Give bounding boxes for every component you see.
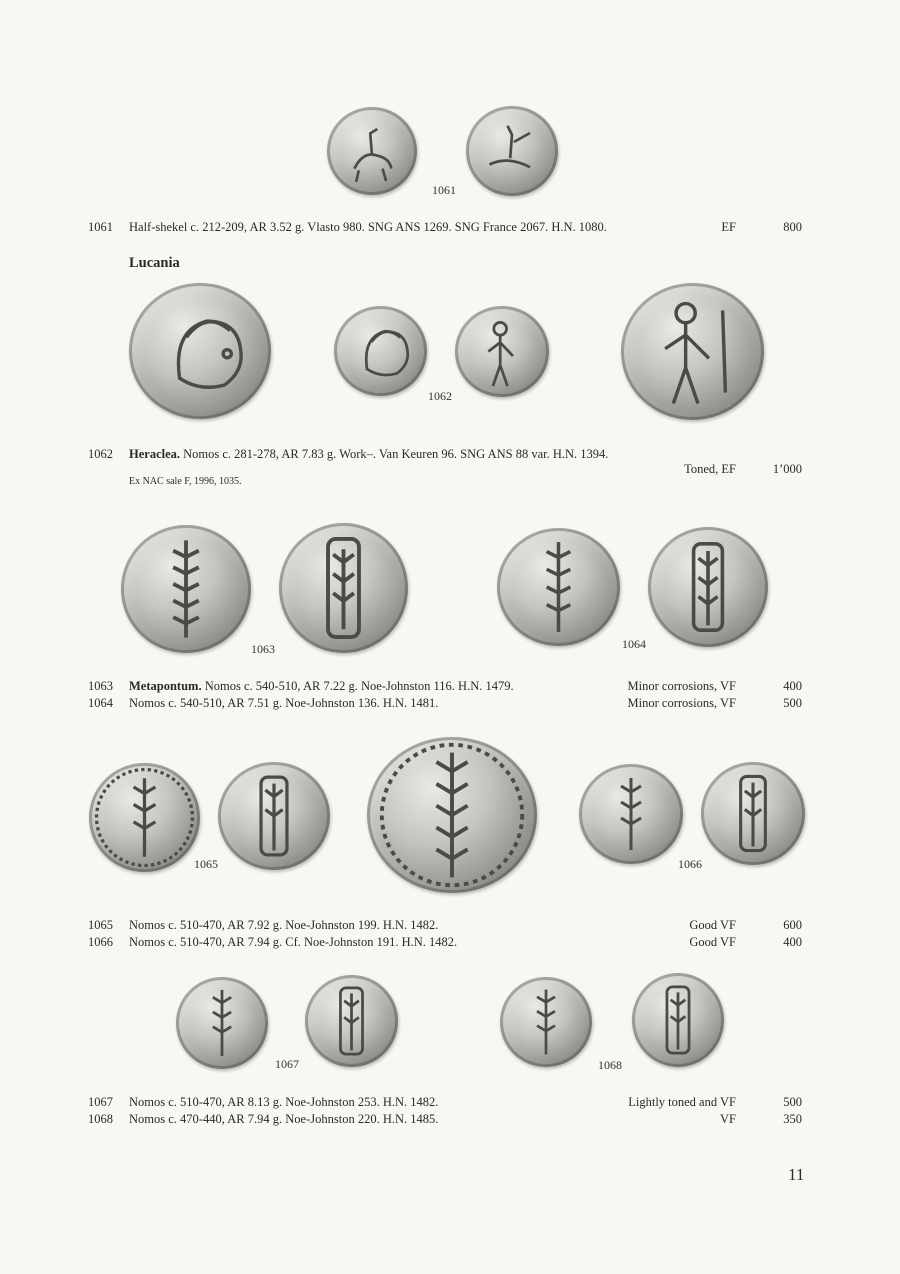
coin-1068-obverse (500, 977, 592, 1067)
coin-1068-reverse (632, 973, 724, 1067)
lot-description: Nomos c. 281-278, AR 7.83 g. Work–. Van Keuren 96. SNG ANS 88 var. H.N. 1394. (180, 447, 609, 461)
coin-1066-reverse (701, 762, 805, 865)
lot-provenance: Ex NAC sale F, 1996, 1035. (129, 476, 242, 487)
coin-1066-obverse (579, 764, 683, 864)
coin-1062-reverse-enlarged (621, 283, 764, 420)
coin-1062-obverse (334, 306, 427, 396)
coin-1067-obverse (176, 977, 268, 1069)
plate-label-1062: 1062 (428, 389, 452, 403)
lot-description: Nomos c. 510-470, AR 8.13 g. Noe-Johnston 253. H.N. 1482. (129, 1095, 439, 1109)
coin-1061-obverse (327, 107, 417, 195)
plate-label-1068: 1068 (598, 1058, 622, 1072)
lot-price: 400 (783, 679, 802, 693)
lot-price: 600 (783, 918, 802, 932)
coin-1065-reverse (218, 762, 330, 870)
section-title: Lucania (129, 255, 180, 271)
lot-price: 1’000 (772, 462, 802, 476)
lot-price: 800 (783, 220, 802, 234)
plate-label-1064: 1064 (622, 637, 646, 651)
coin-1065-obverse-enlarged (367, 737, 537, 893)
lot-price: 400 (783, 935, 802, 949)
lot-price: 500 (783, 1095, 802, 1109)
lot-number: 1062 (88, 447, 113, 461)
lot-grade: VF (720, 1112, 736, 1126)
lot-price: 350 (783, 1112, 802, 1126)
lot-grade: Good VF (689, 918, 736, 932)
coin-1062-reverse (455, 306, 549, 397)
coin-1064-reverse (648, 527, 768, 647)
coin-1063-reverse (279, 523, 408, 653)
lot-number: 1064 (88, 696, 113, 710)
lot-description: Nomos c. 540-510, AR 7.22 g. Noe-Johnston 116. H.N. 1479. (201, 679, 514, 693)
plate-label-1065: 1065 (194, 857, 218, 871)
plate-label-1063: 1063 (251, 642, 275, 656)
lot-number: 1066 (88, 935, 113, 949)
coin-1064-obverse (497, 528, 620, 646)
lot-price: 500 (783, 696, 802, 710)
lot-description: Nomos c. 510-470, AR 7.92 g. Noe-Johnston 199. H.N. 1482. (129, 918, 439, 932)
plate-label-1067: 1067 (275, 1057, 299, 1071)
lot-grade: Minor corrosions, VF (627, 679, 736, 693)
lot-description: Nomos c. 510-470, AR 7.94 g. Cf. Noe-Johnston 191. H.N. 1482. (129, 935, 458, 949)
coin-1061-reverse (466, 106, 558, 196)
plate-label-1061: 1061 (432, 183, 456, 197)
plate-label-1066: 1066 (678, 857, 702, 871)
coin-1067-reverse (305, 975, 398, 1067)
coin-1062-obverse-enlarged (129, 283, 271, 419)
lot-number: 1061 (88, 220, 113, 234)
lot-description: Nomos c. 470-440, AR 7.94 g. Noe-Johnston 220. H.N. 1485. (129, 1112, 439, 1126)
coin-1065-obverse (89, 763, 200, 872)
lot-description: Half-shekel c. 212-209, AR 3.52 g. Vlasto 980. SNG ANS 1269. SNG France 2067. H.N. 1080. (129, 220, 607, 234)
lot-grade: Toned, EF (684, 462, 736, 476)
page-number: 11 (788, 1165, 805, 1184)
lot-description: Nomos c. 540-510, AR 7.51 g. Noe-Johnston 136. H.N. 1481. (129, 696, 439, 710)
lot-number: 1063 (88, 679, 113, 693)
lot-grade: Good VF (689, 935, 736, 949)
lot-number: 1065 (88, 918, 113, 932)
lot-number: 1068 (88, 1112, 113, 1126)
coin-1063-obverse (121, 525, 251, 653)
lot-grade: EF (721, 220, 736, 234)
lot-grade: Minor corrosions, VF (627, 696, 736, 710)
lot-title: Metapontum. (129, 679, 202, 693)
lot-number: 1067 (88, 1095, 113, 1109)
lot-grade: Lightly toned and VF (628, 1095, 736, 1109)
lot-title: Heraclea. (129, 447, 181, 461)
